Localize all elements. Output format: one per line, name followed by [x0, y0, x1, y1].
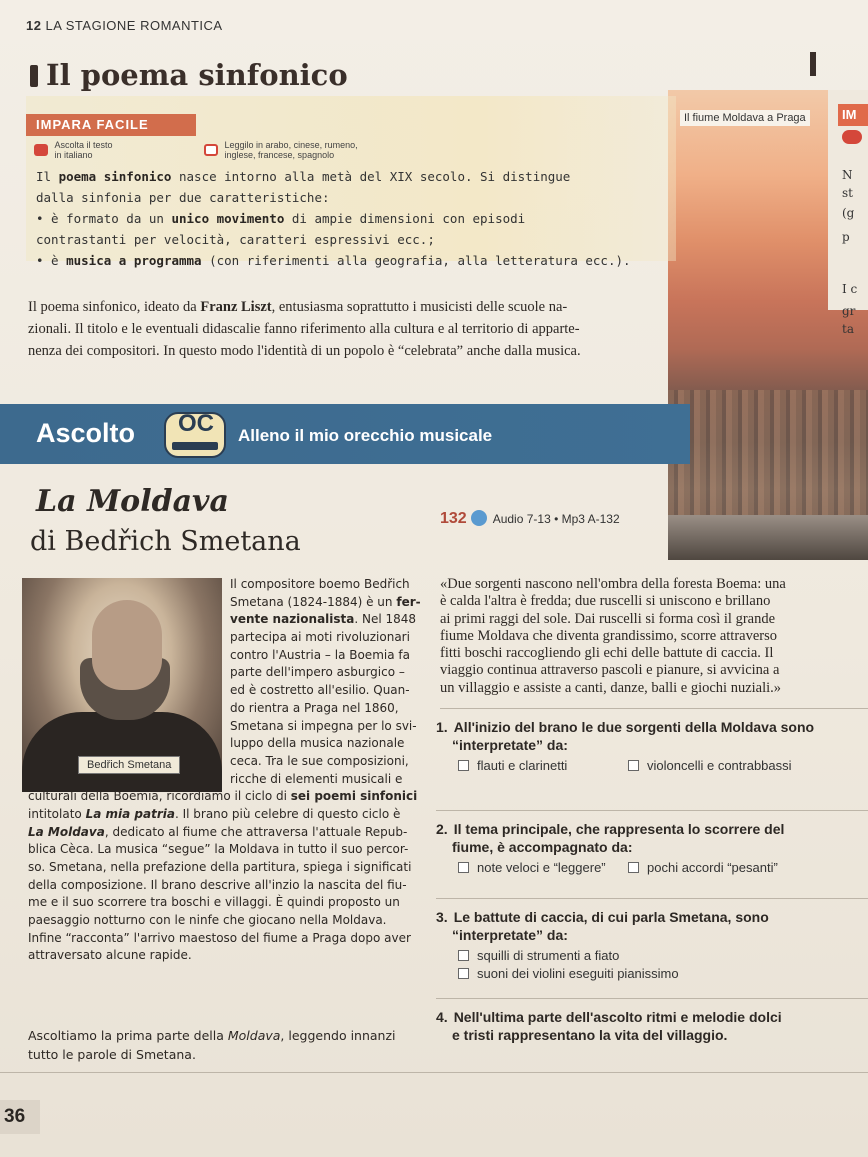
bio-line-text: Infine “racconta” l'arrivo maestoso del fiume a Praga dopo aver — [28, 930, 411, 945]
bio-line-bold: sei poemi sinfonici — [290, 789, 418, 804]
answer-option[interactable] — [628, 860, 778, 875]
right-column-line: ta — [842, 322, 854, 336]
bio-line — [28, 930, 432, 948]
right-column-line: st — [842, 186, 853, 200]
bio-line-text: Il compositore boemo Bedřich — [230, 577, 410, 591]
bio-line-text: , dedicato al fiume che attraversa l'attuale Repub- — [104, 824, 408, 839]
work-title: La Moldava — [36, 484, 229, 519]
bio-line — [28, 877, 432, 895]
question-number: 3. — [436, 909, 448, 925]
impara-line-text: • è formato da un — [36, 211, 172, 226]
page-label: 12 — [26, 18, 42, 33]
quote-line: «Due sorgenti nascono nell'ombra della foresta Boema: una — [440, 576, 786, 592]
cd-icon — [471, 510, 487, 526]
read-note-line-1: Leggilo in arabo, cinese, rumeno, — [224, 140, 358, 150]
smetana-quote — [440, 576, 868, 697]
bio-line — [28, 824, 432, 842]
impara-line-text: di ampie dimensioni con episodi — [284, 211, 526, 226]
bio-line-text: me e il suo scorrere tra boschi e villaggi. È quindi proposto un — [28, 895, 400, 910]
question-divider — [436, 898, 868, 899]
bio-line — [28, 912, 432, 930]
question-divider — [436, 810, 868, 811]
impara-line — [36, 229, 666, 250]
answer-options — [436, 758, 868, 778]
bio-line — [28, 594, 432, 612]
ascoltiamo-text: Ascoltiamo la prima parte della — [28, 1028, 228, 1043]
checkbox[interactable] — [628, 760, 639, 771]
answer-option-label: violoncelli e contrabbassi — [647, 758, 792, 773]
photo-caption: Il fiume Moldava a Praga — [680, 110, 810, 126]
bio-line — [28, 771, 432, 789]
bio-line-text: paesaggio notturno con le ninfe che giocano nella Moldava. — [28, 913, 387, 928]
impara-line-text: Il — [36, 169, 59, 184]
listen-note-line-2: in italiano — [54, 150, 93, 160]
answer-option-label: pochi accordi “pesanti” — [647, 860, 778, 875]
intro-paragraph — [28, 296, 668, 362]
intro-line-bold: Franz Liszt — [200, 299, 272, 315]
impara-facile-label: IMPARA FACILE — [26, 114, 196, 136]
bio-line-text: attraversato alcune rapide. — [28, 948, 192, 963]
impara-line — [36, 250, 666, 271]
bio-line-bold: La Moldava — [28, 824, 105, 839]
book-icon — [204, 144, 218, 156]
answer-option-label: squilli di strumenti a fiato — [477, 948, 620, 963]
impara-line-text: contrastanti per velocità, caratteri espressivi ecc.; — [36, 232, 435, 247]
bio-line-text: so. Smetana, nella prefazione della partitura, spiega i significati — [28, 860, 412, 874]
question-line: All'inizio del brano le due sorgenti della Moldava sono — [453, 719, 815, 735]
answer-options — [436, 860, 868, 880]
answer-option[interactable] — [458, 758, 567, 773]
right-column-line: (g — [842, 206, 855, 220]
ascoltiamo-instructions — [28, 1026, 438, 1064]
bio-line-bold: La mia patria — [85, 806, 175, 821]
bio-line-text: . Nel 1848 — [354, 612, 417, 627]
impara-facile-text — [36, 166, 666, 271]
checkbox[interactable] — [458, 950, 469, 961]
question-4 — [436, 1008, 868, 1044]
question-line: “interpretate” da: — [452, 927, 568, 943]
bio-line — [28, 806, 432, 824]
right-column-line: I c — [842, 282, 858, 296]
bio-line — [28, 664, 432, 682]
divider — [440, 708, 868, 709]
read-note[interactable] — [204, 140, 358, 160]
bio-line-text: do rientra a Praga nel 1860, — [230, 700, 399, 715]
bio-line-text: . Il brano più celebre di questo ciclo è — [174, 806, 401, 821]
right-column-line: p — [842, 230, 850, 244]
question-2 — [436, 820, 868, 880]
ascoltiamo-line — [28, 1026, 438, 1045]
question-line: “interpretate” da: — [452, 737, 568, 753]
question-line: fiume, è accompagnato da: — [452, 839, 633, 855]
speaker-icon[interactable] — [842, 130, 862, 144]
answer-option[interactable] — [458, 860, 606, 875]
bio-line-text: Smetana si impegna per lo svi- — [230, 718, 417, 733]
listen-note-line-1: Ascolta il testo — [54, 140, 113, 150]
ascoltiamo-text: tutto le parole di Smetana. — [28, 1047, 196, 1062]
bio-line — [28, 894, 432, 912]
answer-option[interactable] — [458, 966, 679, 981]
bio-line — [28, 841, 432, 859]
question-3 — [436, 908, 868, 986]
intro-line — [28, 296, 668, 318]
question-number: 2. — [436, 821, 448, 837]
right-column-line: N — [842, 168, 853, 182]
question-1 — [436, 718, 868, 778]
bio-line — [28, 947, 432, 965]
intro-line — [28, 318, 668, 340]
quote-line: è calda l'altra è fredda; due ruscelli si uniscono e brillano — [440, 593, 771, 610]
answer-option-label: suoni dei violini eseguiti pianissimo — [477, 966, 679, 981]
question-line: Il tema principale, che rappresenta lo scorrere del — [453, 821, 785, 837]
question-text — [436, 718, 868, 736]
right-column-line: gr — [842, 304, 856, 318]
page-number-box — [0, 1100, 40, 1134]
page-title — [30, 58, 348, 92]
impara-line-text: nasce intorno alla metà del XIX secolo. Si distingue — [171, 169, 571, 184]
running-head — [26, 18, 223, 33]
question-line: Nell'ultima parte dell'ascolto ritmi e melodie dolci — [453, 1009, 782, 1025]
question-line: Le battute di caccia, di cui parla Smetana, sono — [453, 909, 769, 925]
ascolto-banner — [0, 404, 690, 464]
bio-line — [28, 859, 432, 877]
section-name: LA STAGIONE ROMANTICA — [45, 18, 223, 33]
bio-line-text: della composizione. Il brano descrive all'inzio la nascita del fiu- — [28, 877, 407, 892]
question-text — [436, 820, 868, 838]
audio-tracks: Audio 7-13 • Mp3 A-132 — [492, 512, 620, 526]
ascolto-title: Ascolto — [36, 418, 136, 448]
bio-line — [28, 629, 432, 647]
intro-line-text: zionali. Il titolo e le eventuali didascalie fanno riferimento alla cultura e al territorio di apparte- — [28, 321, 580, 337]
ascolto-subtitle: Alleno il mio orecchio musicale — [238, 426, 493, 445]
bio-line — [28, 576, 432, 594]
impara-line-bold: poema sinfonico — [58, 169, 172, 184]
ascoltiamo-line — [28, 1045, 438, 1064]
page-title-text: Il poema sinfonico — [46, 58, 348, 92]
quote-line: un villaggio e assiste a canti, danze, balli e giochi nuziali.» — [440, 679, 782, 696]
answer-option[interactable] — [628, 758, 792, 773]
oc-badge-bar — [172, 442, 218, 450]
bio-line — [28, 611, 432, 629]
bio-line — [28, 753, 432, 771]
quote-line: fitti boschi raccogliendo gli echi delle battute di caccia. Il — [440, 645, 774, 662]
bio-line-text: ricche di elementi musicali e — [230, 771, 403, 786]
bio-line-text: ed è costretto all'esilio. Quan- — [230, 683, 410, 698]
bio-line-text: contro l'Austria – la Boemia fa — [230, 647, 410, 662]
quote-line: ai primi raggi del sole. Dai ruscelli si forma così il grande — [440, 610, 776, 627]
title-bullet-icon — [30, 65, 38, 87]
answer-option-label: note veloci e “leggere” — [477, 860, 606, 875]
question-divider — [436, 998, 868, 999]
impara-line-text: (con riferimenti alla geografia, alla letteratura ecc.). — [201, 253, 631, 268]
question-text — [436, 838, 868, 856]
intro-line-text: nenza dei compositori. In questo modo l'identità di un popolo è “celebrata” anche dalla musica. — [28, 343, 581, 359]
checkbox[interactable] — [458, 760, 469, 771]
intro-line-text: Il poema sinfonico, ideato da — [28, 299, 201, 315]
bio-line-bold: vente nazionalista — [230, 612, 355, 627]
bio-line — [28, 735, 432, 753]
answer-options — [436, 948, 868, 986]
question-text — [436, 908, 868, 926]
bio-line-text: blica Cèca. La musica “segue” la Moldava in tutto il suo percor- — [28, 842, 409, 857]
answer-option[interactable] — [458, 948, 619, 963]
bio-line — [28, 700, 432, 718]
question-number: 4. — [436, 1009, 448, 1025]
bio-line — [28, 788, 432, 806]
ascoltiamo-italic: Moldava — [227, 1028, 281, 1043]
question-text — [436, 1026, 868, 1044]
work-author: di Bedřich Smetana — [30, 526, 301, 557]
question-text — [436, 736, 868, 754]
checkbox[interactable] — [458, 862, 469, 873]
photo-river — [668, 515, 868, 560]
intro-line — [28, 340, 668, 362]
track-number: 132 — [440, 510, 467, 527]
checkbox[interactable] — [458, 968, 469, 979]
impara-line-text: • è — [36, 253, 67, 268]
portrait-caption: Bedřich Smetana — [78, 756, 180, 774]
bio-line-bold: fer- — [396, 594, 421, 609]
quote-line: viaggio continua attraverso pascoli e pianure, si avvicina a — [440, 662, 780, 679]
next-page-marker-icon — [810, 52, 824, 76]
ascoltiamo-text: , leggendo innanzi — [280, 1028, 396, 1043]
checkbox[interactable] — [628, 862, 639, 873]
audio-speaker-icon — [34, 144, 48, 156]
quote-line: fiume Moldava che diventa grandissimo, scorre attraverso — [440, 627, 778, 644]
listen-note[interactable] — [34, 140, 113, 160]
bio-line-text: culturali della Boemia, ricordiamo il ciclo di — [28, 789, 291, 804]
impara-line-bold: unico movimento — [171, 211, 285, 226]
impara-line-bold: musica a programma — [66, 253, 202, 268]
bio-line — [28, 682, 432, 700]
oc-badge-text: OC — [178, 410, 214, 437]
bio-line — [28, 718, 432, 736]
impara-line — [36, 208, 666, 229]
bio-line-text: intitolato — [28, 806, 86, 821]
footer-divider — [0, 1072, 868, 1073]
bio-line-text: ceca. Tra le sue composizioni, — [230, 753, 409, 768]
read-note-line-2: inglese, francese, spagnolo — [224, 150, 335, 160]
bio-line-text: parte dell'impero asburgico – — [230, 665, 405, 680]
question-number: 1. — [436, 719, 448, 735]
bio-line-text: partecipa ai moti rivoluzionari — [230, 630, 410, 645]
impara-line — [36, 187, 666, 208]
bio-line-text: luppo della musica nazionale — [230, 736, 405, 751]
bio-line-text: Smetana (1824-1884) è un — [230, 594, 397, 609]
impara-facile-box — [26, 96, 676, 268]
right-column-tag: IM — [838, 104, 868, 126]
bio-line — [28, 647, 432, 665]
impara-line — [36, 166, 666, 187]
page-number: 36 — [4, 1106, 26, 1127]
question-line: e tristi rappresentano la vita del villaggio. — [452, 1027, 728, 1043]
question-text — [436, 926, 868, 944]
biography-text — [28, 576, 432, 965]
question-text — [436, 1008, 868, 1026]
audio-reference[interactable] — [440, 510, 620, 528]
answer-option-label: flauti e clarinetti — [477, 758, 568, 773]
impara-line-text: dalla sinfonia per due caratteristiche: — [36, 190, 330, 205]
intro-line-text: , entusiasma soprattutto i musicisti delle scuole na- — [271, 299, 568, 315]
